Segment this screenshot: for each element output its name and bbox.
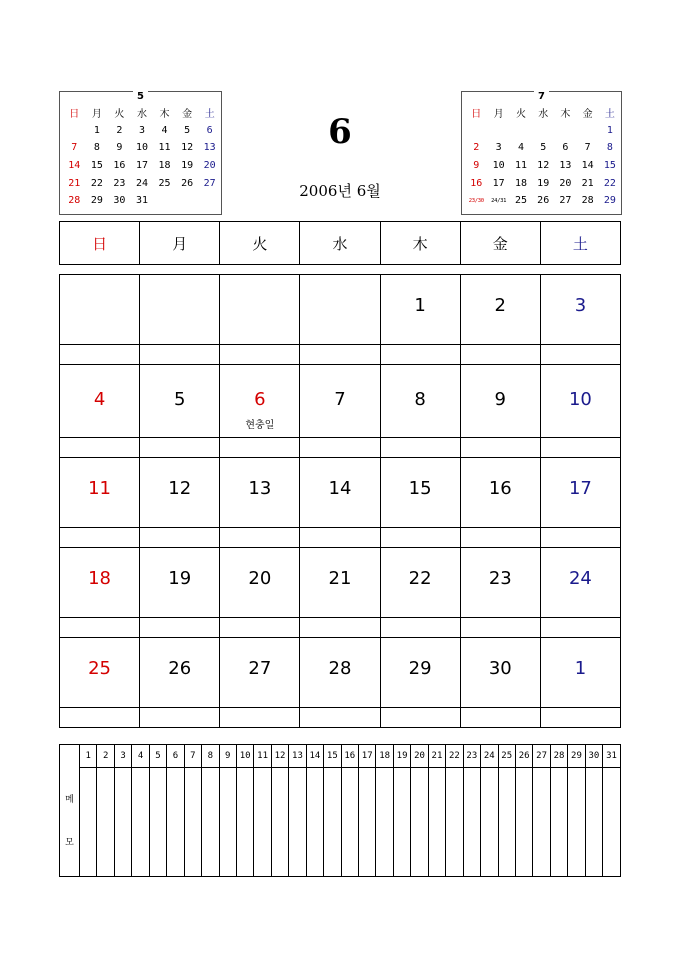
- day-cell[interactable]: [300, 638, 380, 708]
- day-number: 17: [568, 478, 592, 499]
- weekday-thu: 木: [380, 222, 460, 265]
- day-note-cell[interactable]: [540, 528, 620, 548]
- day-note-cell[interactable]: [460, 528, 540, 548]
- day-number: 29: [408, 658, 432, 679]
- day-cell[interactable]: [380, 638, 460, 708]
- mini-day: 24: [135, 177, 148, 189]
- day-cell[interactable]: [540, 548, 620, 618]
- memo-day-cell[interactable]: [132, 768, 149, 877]
- memo-day-cell[interactable]: [167, 768, 184, 877]
- day-number: 6: [254, 389, 266, 410]
- day-cell[interactable]: [220, 638, 300, 708]
- memo-day-number: 13: [289, 745, 306, 768]
- mini-day: 11: [514, 160, 527, 172]
- mini-day: 27: [203, 177, 216, 189]
- day-cell[interactable]: [60, 365, 140, 438]
- memo-day-number: 23: [463, 745, 480, 768]
- day-note-cell[interactable]: [460, 708, 540, 728]
- mini-day: 8: [93, 142, 100, 154]
- memo-day-cell[interactable]: [271, 768, 288, 877]
- mini-day: 12: [181, 142, 194, 154]
- day-number: 11: [88, 478, 112, 499]
- mini-day: 10: [135, 142, 148, 154]
- mini-calendar-prev-title: 5: [133, 91, 148, 102]
- mini-day: 28: [68, 195, 81, 207]
- day-number: 2: [494, 295, 506, 316]
- day-cell[interactable]: [140, 365, 220, 438]
- mini-day: 13: [203, 142, 216, 154]
- day-cell[interactable]: [220, 548, 300, 618]
- memo-day-number: 22: [446, 745, 463, 768]
- day-note-cell[interactable]: [220, 708, 300, 728]
- day-note-cell[interactable]: [300, 618, 380, 638]
- memo-day-cell[interactable]: [411, 768, 428, 877]
- mini-weekday: 火: [114, 109, 125, 121]
- day-note-cell[interactable]: [60, 345, 140, 365]
- memo-day-number: 8: [202, 745, 219, 768]
- day-number: 27: [248, 658, 272, 679]
- mini-day: 23/30: [468, 197, 484, 204]
- memo-day-cell[interactable]: [341, 768, 358, 877]
- holiday-label: 현충일: [245, 420, 275, 431]
- mini-calendar-prev-grid: [63, 104, 221, 210]
- memo-day-number: 27: [533, 745, 550, 768]
- day-note-cell[interactable]: [140, 618, 220, 638]
- mini-day: 28: [581, 195, 594, 207]
- month-grid: [59, 274, 621, 728]
- mini-weekday: 月: [91, 109, 102, 121]
- memo-day-cell[interactable]: [80, 768, 97, 877]
- day-cell[interactable]: [300, 548, 380, 618]
- day-number: 21: [328, 568, 352, 589]
- mini-day: 29: [90, 195, 103, 207]
- day-note-cell[interactable]: [380, 438, 460, 458]
- memo-day-number: 26: [515, 745, 532, 768]
- day-note-cell[interactable]: [220, 345, 300, 365]
- mini-day: [198, 192, 221, 210]
- day-cell[interactable]: [380, 275, 460, 345]
- day-cell[interactable]: [460, 365, 540, 438]
- memo-day-cell[interactable]: [585, 768, 602, 877]
- mini-day: 20: [203, 160, 216, 172]
- memo-day-cell[interactable]: [533, 768, 550, 877]
- mini-day: 10: [492, 160, 505, 172]
- mini-weekday: 土: [604, 109, 615, 121]
- mini-day: [510, 122, 532, 140]
- mini-day: 31: [135, 195, 148, 207]
- day-cell[interactable]: [140, 275, 220, 345]
- memo-day-cell[interactable]: [184, 768, 201, 877]
- mini-day: 19: [181, 160, 194, 172]
- memo-day-cell[interactable]: [236, 768, 253, 877]
- day-cell[interactable]: [380, 458, 460, 528]
- mini-day: 30: [113, 195, 126, 207]
- day-note-cell[interactable]: [60, 528, 140, 548]
- mini-day: 3: [495, 142, 502, 154]
- day-number: 1: [414, 295, 426, 316]
- memo-day-number: 9: [219, 745, 236, 768]
- memo-day-cell[interactable]: [446, 768, 463, 877]
- mini-weekday: 金: [182, 109, 193, 121]
- day-number: 16: [488, 478, 512, 499]
- mini-day: 26: [181, 177, 194, 189]
- memo-day-number: 6: [167, 745, 184, 768]
- day-cell[interactable]: [140, 638, 220, 708]
- day-cell[interactable]: [380, 548, 460, 618]
- memo-day-number: 21: [428, 745, 445, 768]
- weekday-tue: 火: [220, 222, 300, 265]
- memo-day-number: 7: [184, 745, 201, 768]
- memo-day-number: 31: [603, 745, 621, 768]
- day-number: 23: [488, 568, 512, 589]
- mini-day: [63, 122, 86, 140]
- day-note-cell[interactable]: [220, 528, 300, 548]
- mini-day: 4: [517, 142, 524, 154]
- mini-day: 11: [158, 142, 171, 154]
- memo-day-cell[interactable]: [97, 768, 114, 877]
- mini-day: 6: [562, 142, 569, 154]
- mini-day: 20: [559, 177, 572, 189]
- memo-day-cell[interactable]: [359, 768, 376, 877]
- memo-day-cell[interactable]: [114, 768, 131, 877]
- day-number: 26: [168, 658, 192, 679]
- day-cell[interactable]: [540, 638, 620, 708]
- mini-day: 14: [68, 160, 81, 172]
- day-cell[interactable]: [300, 458, 380, 528]
- memo-day-number: 16: [341, 745, 358, 768]
- memo-day-number: 11: [254, 745, 271, 768]
- memo-day-number: 2: [97, 745, 114, 768]
- day-note-cell[interactable]: [220, 438, 300, 458]
- day-number: 25: [88, 658, 112, 679]
- day-cell[interactable]: [220, 365, 300, 438]
- day-note-cell[interactable]: [60, 708, 140, 728]
- memo-day-cell[interactable]: [306, 768, 323, 877]
- mini-weekday: 火: [515, 109, 526, 121]
- mini-day: 27: [559, 195, 572, 207]
- month-number: 6: [328, 112, 352, 152]
- day-cell[interactable]: [540, 365, 620, 438]
- day-note-cell[interactable]: [540, 345, 620, 365]
- day-note-cell[interactable]: [540, 438, 620, 458]
- memo-day-number: 15: [324, 745, 341, 768]
- mini-day: 25: [514, 195, 527, 207]
- day-number: 24: [568, 568, 592, 589]
- mini-weekday: 水: [538, 109, 549, 121]
- mini-calendar-next-grid: [465, 104, 621, 210]
- mini-weekday: 土: [204, 109, 215, 121]
- mini-day: 1: [606, 124, 613, 136]
- memo-day-cell[interactable]: [463, 768, 480, 877]
- mini-day: 17: [492, 177, 505, 189]
- day-cell[interactable]: [460, 638, 540, 708]
- mini-weekday: 日: [69, 109, 80, 121]
- day-note-cell[interactable]: [300, 345, 380, 365]
- day-cell[interactable]: [380, 365, 460, 438]
- mini-weekday: 水: [136, 109, 147, 121]
- mini-day: 21: [68, 177, 81, 189]
- memo-label-top: 메: [65, 794, 74, 805]
- day-number: 8: [414, 389, 426, 410]
- day-note-cell[interactable]: [540, 708, 620, 728]
- mini-day: 5: [184, 124, 191, 136]
- memo-day-number: 1: [80, 745, 97, 768]
- mini-weekday: 日: [471, 109, 482, 121]
- memo-day-cell[interactable]: [498, 768, 515, 877]
- day-note-cell[interactable]: [140, 708, 220, 728]
- day-number: 14: [328, 478, 352, 499]
- mini-day: 16: [470, 177, 483, 189]
- day-note-cell[interactable]: [220, 618, 300, 638]
- mini-day: 2: [473, 142, 480, 154]
- mini-day: 26: [537, 195, 550, 207]
- day-note-cell[interactable]: [380, 528, 460, 548]
- mini-day: 13: [559, 160, 572, 172]
- day-cell[interactable]: [540, 275, 620, 345]
- day-note-cell[interactable]: [380, 618, 460, 638]
- mini-day: 6: [206, 124, 213, 136]
- mini-day: [577, 122, 599, 140]
- mini-day: 29: [603, 195, 616, 207]
- memo-day-cell[interactable]: [481, 768, 498, 877]
- memo-day-cell[interactable]: [324, 768, 341, 877]
- day-number: 13: [248, 478, 272, 499]
- mini-day: 4: [161, 124, 168, 136]
- mini-calendar-next-title: 7: [534, 91, 549, 102]
- mini-day: 25: [158, 177, 171, 189]
- mini-day: 7: [584, 142, 591, 154]
- day-note-cell[interactable]: [460, 345, 540, 365]
- day-cell[interactable]: [460, 275, 540, 345]
- day-cell[interactable]: [540, 458, 620, 528]
- memo-day-cell[interactable]: [515, 768, 532, 877]
- day-cell[interactable]: [60, 458, 140, 528]
- weekday-fri: 金: [460, 222, 540, 265]
- day-number: 30: [488, 658, 512, 679]
- day-cell[interactable]: [220, 458, 300, 528]
- day-number: 12: [168, 478, 192, 499]
- mini-day: 7: [71, 142, 78, 154]
- memo-day-cell[interactable]: [393, 768, 410, 877]
- mini-day: 12: [537, 160, 550, 172]
- day-cell[interactable]: [220, 275, 300, 345]
- mini-day: [487, 122, 509, 140]
- memo-day-number: 14: [306, 745, 323, 768]
- mini-day: 16: [113, 160, 126, 172]
- mini-day: 5: [540, 142, 547, 154]
- memo-day-cell[interactable]: [289, 768, 306, 877]
- memo-day-number: 24: [481, 745, 498, 768]
- mini-day: 9: [473, 160, 480, 172]
- memo-day-cell[interactable]: [550, 768, 567, 877]
- mini-weekday: 木: [159, 109, 170, 121]
- mini-day: 18: [514, 177, 527, 189]
- mini-day: [532, 122, 554, 140]
- memo-day-number: 5: [149, 745, 166, 768]
- memo-day-number: 12: [271, 745, 288, 768]
- weekday-sun: 日: [60, 222, 140, 265]
- day-number: 4: [93, 389, 106, 410]
- memo-day-number: 20: [411, 745, 428, 768]
- day-number: 22: [408, 568, 432, 589]
- day-cell[interactable]: [460, 458, 540, 528]
- day-note-cell[interactable]: [460, 438, 540, 458]
- memo-day-number: 18: [376, 745, 393, 768]
- day-number: 28: [328, 658, 352, 679]
- mini-day: 17: [135, 160, 148, 172]
- memo-day-cell[interactable]: [428, 768, 445, 877]
- day-note-cell[interactable]: [60, 618, 140, 638]
- mini-weekday: 月: [493, 109, 504, 121]
- mini-day: 3: [138, 124, 145, 136]
- mini-day: [554, 122, 576, 140]
- memo-day-cell[interactable]: [149, 768, 166, 877]
- mini-day: 15: [90, 160, 103, 172]
- day-cell[interactable]: [140, 548, 220, 618]
- month-caption: 2006년 6월: [299, 182, 381, 200]
- memo-day-cell[interactable]: [219, 768, 236, 877]
- memo-day-number: 29: [568, 745, 585, 768]
- day-cell[interactable]: [300, 275, 380, 345]
- day-note-cell[interactable]: [380, 345, 460, 365]
- day-note-cell[interactable]: [140, 345, 220, 365]
- mini-day: 21: [581, 177, 594, 189]
- weekday-header: [59, 221, 621, 265]
- day-number: 19: [168, 568, 192, 589]
- day-number: 3: [574, 295, 587, 316]
- memo-day-cell[interactable]: [376, 768, 393, 877]
- day-note-cell[interactable]: [300, 528, 380, 548]
- day-cell[interactable]: [460, 548, 540, 618]
- day-number: 5: [173, 389, 186, 410]
- memo-day-cell[interactable]: [568, 768, 585, 877]
- mini-weekday: 金: [582, 109, 593, 121]
- day-note-cell[interactable]: [140, 528, 220, 548]
- day-number: 20: [248, 568, 272, 589]
- day-number: 7: [334, 389, 346, 410]
- mini-day: 8: [606, 142, 613, 154]
- memo-day-cell[interactable]: [202, 768, 219, 877]
- mini-weekday: 木: [560, 109, 571, 121]
- day-number: 9: [494, 389, 506, 410]
- mini-day: 24/31: [491, 197, 507, 204]
- memo-day-number: 4: [132, 745, 149, 768]
- day-note-cell[interactable]: [380, 708, 460, 728]
- day-number: 15: [408, 478, 432, 499]
- day-note-cell[interactable]: [60, 438, 140, 458]
- day-cell[interactable]: [300, 365, 380, 438]
- day-number: 18: [88, 568, 112, 589]
- memo-day-number: 30: [585, 745, 602, 768]
- day-number: 1: [574, 658, 587, 679]
- mini-calendar-prev: [59, 91, 222, 215]
- day-cell[interactable]: [60, 275, 140, 345]
- mini-day: 22: [603, 177, 616, 189]
- memo-label: [60, 745, 80, 877]
- day-cell[interactable]: [60, 548, 140, 618]
- memo-day-number: 25: [498, 745, 515, 768]
- mini-day: [465, 122, 487, 140]
- day-note-cell[interactable]: [140, 438, 220, 458]
- day-cell[interactable]: [140, 458, 220, 528]
- mini-calendar-next: [461, 91, 622, 215]
- memo-day-number: 19: [393, 745, 410, 768]
- memo-day-cell[interactable]: [254, 768, 271, 877]
- mini-day: 22: [90, 177, 103, 189]
- day-note-cell[interactable]: [300, 438, 380, 458]
- memo-day-cell[interactable]: [603, 768, 621, 877]
- mini-day: [176, 192, 199, 210]
- memo-grid: [59, 744, 621, 877]
- memo-day-number: 17: [359, 745, 376, 768]
- mini-day: 9: [116, 142, 123, 154]
- mini-day: 19: [537, 177, 550, 189]
- mini-day: 14: [581, 160, 594, 172]
- memo-label-bottom: 모: [65, 837, 74, 848]
- memo-day-number: 10: [236, 745, 253, 768]
- day-number: 10: [568, 389, 592, 410]
- mini-day: 2: [116, 124, 123, 136]
- mini-day: [153, 192, 176, 210]
- mini-day: 23: [113, 177, 126, 189]
- weekday-mon: 月: [140, 222, 220, 265]
- weekday-wed: 水: [300, 222, 380, 265]
- mini-day: 15: [603, 160, 616, 172]
- day-note-cell[interactable]: [300, 708, 380, 728]
- mini-day: 1: [93, 124, 100, 136]
- day-cell[interactable]: [60, 638, 140, 708]
- memo-day-number: 28: [550, 745, 567, 768]
- weekday-sat: 土: [540, 222, 620, 265]
- day-note-cell[interactable]: [460, 618, 540, 638]
- mini-day: 18: [158, 160, 171, 172]
- memo-day-number: 3: [114, 745, 131, 768]
- day-note-cell[interactable]: [540, 618, 620, 638]
